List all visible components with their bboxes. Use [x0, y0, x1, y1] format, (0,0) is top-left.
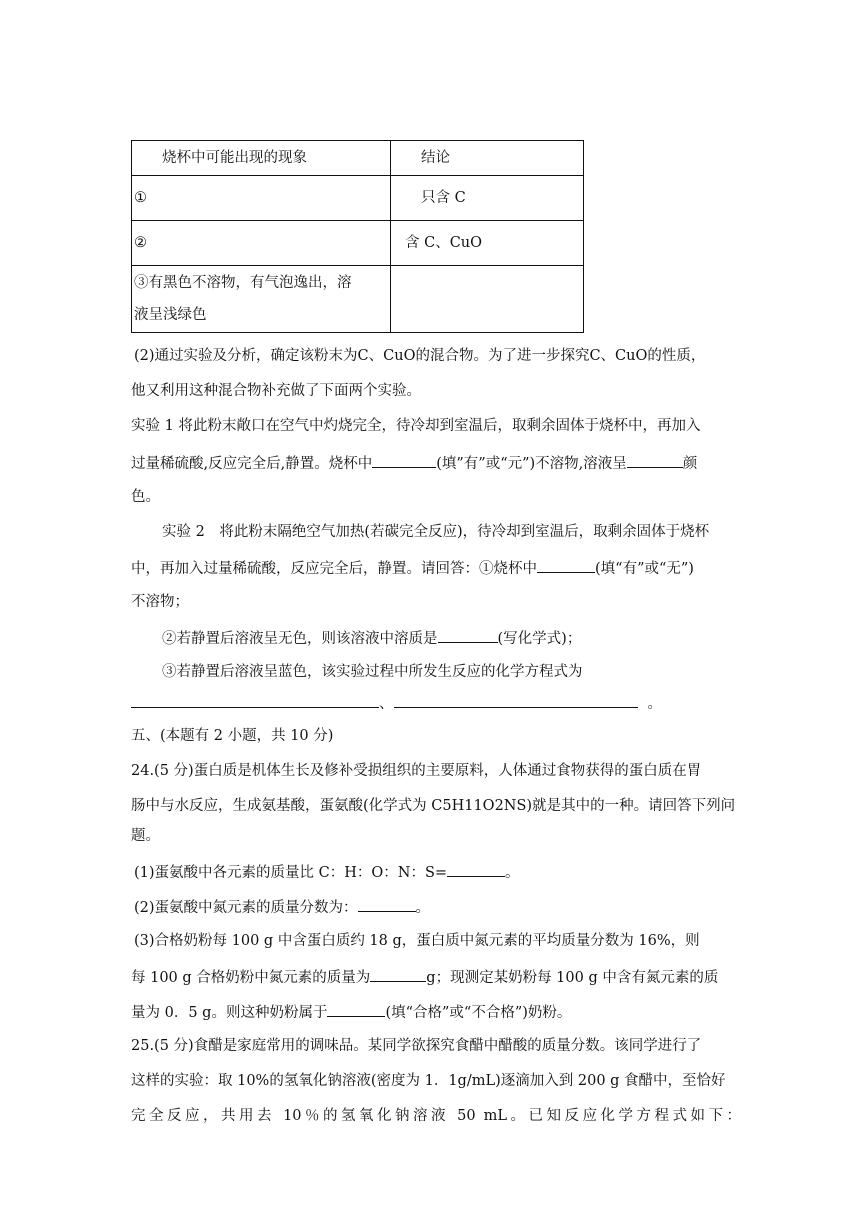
equation-separator: 、	[379, 696, 394, 712]
header-phenomenon: 烧杯中可能出现的现象	[132, 141, 391, 176]
q24-part3-line2	[131, 966, 741, 988]
q24-part2-end: 。	[415, 900, 431, 916]
row1-phenomenon: ①	[132, 176, 391, 221]
p2-line2: 他又利用这种混合物补充做了下面两个实验。	[131, 383, 421, 399]
equation-blanks	[131, 692, 741, 714]
row2-conclusion: 含 C、CuO	[391, 221, 584, 266]
exp2-line3: 不溶物；	[131, 594, 189, 610]
q24-part3-line1: (3)合格奶粉每 100 g 中含蛋白质约 18 g，蛋白质中氮元素的平均质量分数为 16%，则	[134, 933, 700, 949]
row3-phenomenon	[132, 266, 391, 333]
q24-part3-text-c: 量为 0．5 g。则这种奶粉属于	[131, 1005, 328, 1021]
p2-line1: (2)通过实验及分析，确定该粉末为C、CuO的混合物。为了进一步探究C、CuO的性质，	[134, 348, 706, 364]
section-five-heading: 五、(本题有 2 小题，共 10 分)	[131, 728, 334, 744]
exp2-q3: ③若静置后溶液呈蓝色，该实验过程中所发生反应的化学方程式为	[162, 664, 583, 680]
table-row	[132, 266, 584, 333]
q24-blank-2[interactable]	[358, 896, 416, 912]
row2-phenomenon: ②	[132, 221, 391, 266]
header-conclusion: 结论	[391, 141, 584, 176]
exp1-line2	[131, 452, 741, 474]
table-row	[132, 221, 584, 266]
q24-blank-4[interactable]	[327, 1001, 385, 1017]
exp2-blank-1[interactable]	[537, 557, 595, 573]
exp2-blank-2[interactable]	[438, 627, 498, 643]
row3-phenomenon-line1: ③有黑色不溶物，有气泡逸出，溶	[134, 275, 352, 291]
q25-line2: 这样的实验：取 10%的氢氧化钠溶液(密度为 1．1g/mL)逐滴加入到 200 g 食醋中，至恰好	[131, 1073, 726, 1089]
q24-part3-line3	[131, 1001, 741, 1023]
q25-line1: 25.(5 分)食醋是家庭常用的调味品。某同学欲探究食醋中醋酸的质量分数。该同学进行了	[131, 1038, 702, 1054]
q24-blank-1[interactable]	[447, 861, 505, 877]
q24-part2	[134, 896, 744, 918]
q24-line3: 题。	[131, 828, 160, 844]
exp1-blank-1[interactable]	[372, 452, 436, 468]
exp2-q2-text-a: ②若静置后溶液呈无色，则该溶液中溶质是	[162, 631, 438, 647]
q24-part3-text-a: 每 100 g 合格奶粉中氮元素的质量为	[131, 970, 371, 986]
table-row	[132, 176, 584, 221]
row3-phenomenon-line2: 液呈浅绿色	[134, 307, 207, 323]
observation-table	[131, 140, 584, 333]
exp1-line1: 实验 1 将此粉末敞口在空气中灼烧完全，待冷却到室温后，取剩余固体于烧杯中，再加入	[131, 418, 701, 434]
exp2-text-b: (填“有”或“无”)	[595, 561, 694, 577]
q24-part3-text-b: g；现测定某奶粉每 100 g 中含有氮元素的质	[426, 970, 719, 986]
q24-part3-text-d: (填“合格”或“不合格”)奶粉。	[385, 1005, 572, 1021]
q24-part1	[134, 861, 744, 883]
exp1-line3: 色。	[131, 489, 160, 505]
q24-part2-text: (2)蛋氨酸中氮元素的质量分数为：	[134, 900, 358, 916]
equation-end: 。	[647, 696, 662, 712]
q25-line3: 完全反应，共用去 10％的氢氧化钠溶液 50 mL。已知反应化学方程式如下：	[131, 1108, 741, 1124]
row3-conclusion	[391, 266, 584, 333]
equation-blank-2[interactable]	[394, 692, 638, 708]
exp2-q2	[162, 627, 772, 649]
exp1-text-a: 过量稀硫酸,反应完全后,静置。烧杯中	[131, 456, 373, 472]
exp2-line2	[131, 557, 741, 579]
q24-part1-text: (1)蛋氨酸中各元素的质量比 C：H：O：N：S=	[134, 865, 448, 881]
exp1-text-c: 颜	[682, 456, 698, 472]
q24-part1-end: 。	[505, 865, 520, 881]
exp1-text-b: (填”有”或“元”)不溶物,溶液呈	[436, 456, 627, 472]
equation-blank-1[interactable]	[131, 692, 379, 708]
row1-conclusion: 只含 C	[391, 176, 584, 221]
exp2-q2-text-b: (写化学式)；	[497, 631, 582, 647]
exp1-blank-2[interactable]	[627, 452, 683, 468]
q24-line1: 24.(5 分)蛋白质是机体生长及修补受损组织的主要原料，人体通过食物获得的蛋白质在胃	[131, 763, 702, 779]
q24-line2: 肠中与水反应，生成氨基酸，蛋氨酸(化学式为 C5H11O2NS)就是其中的一种。请回答下列问	[131, 798, 736, 814]
q24-blank-3[interactable]	[370, 966, 426, 982]
exp2-line1: 实验 2 将此粉末隔绝空气加热(若碳完全反应)，待冷却到室温后，取剩余固体于烧杯	[162, 524, 710, 540]
exp2-text-a: 中，再加入过量稀硫酸，反应完全后，静置。请回答：①烧杯中	[131, 561, 537, 577]
table-header-row	[132, 141, 584, 176]
